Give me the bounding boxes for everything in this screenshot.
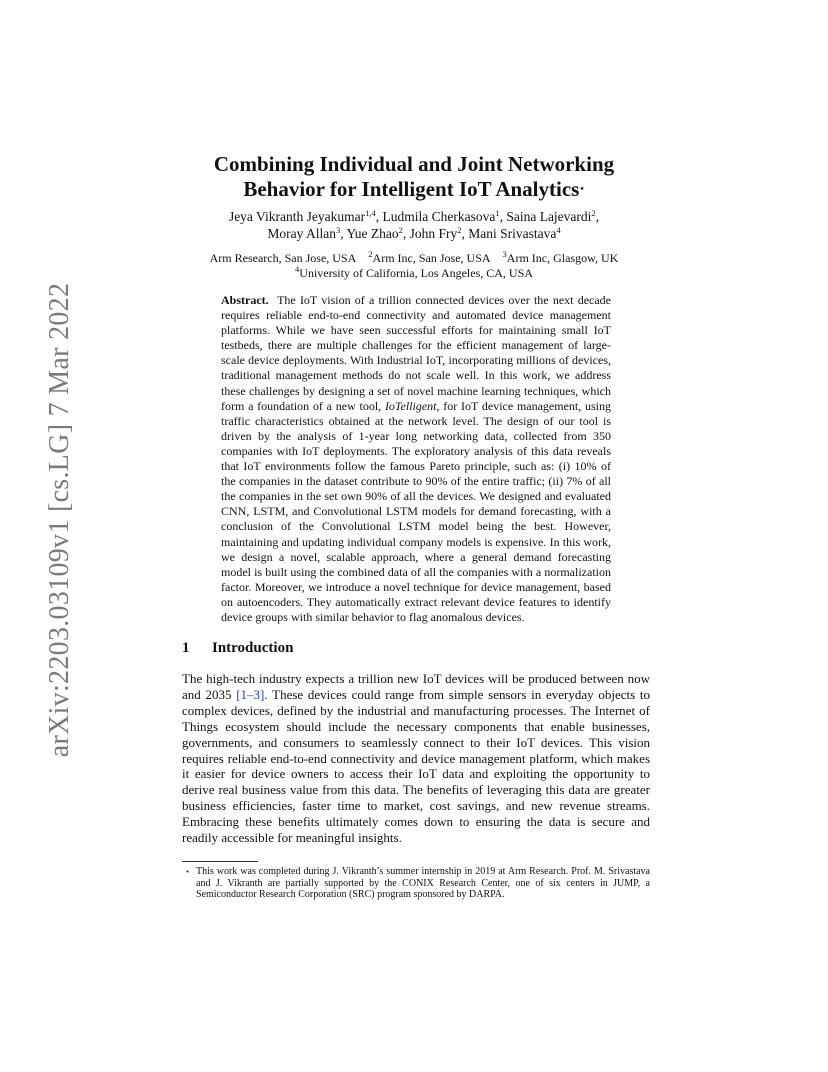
author-name: John Fry (409, 226, 458, 241)
affiliation-number: 4 (295, 264, 300, 274)
title-line-1: Combining Individual and Joint Networking (213, 152, 615, 176)
footnote (182, 866, 650, 901)
author-name: Ludmila Cherkasova (382, 209, 496, 224)
author-name: Mani Srivastava (468, 226, 557, 241)
author-affiliation: 4 (556, 225, 561, 235)
author-list (0, 208, 828, 242)
citation-link[interactable]: [1–3] (236, 686, 265, 702)
author-separator: , (402, 226, 410, 241)
intro-text-continued: . These devices could range from simple sensors in everyday objects to complex devices, defined by the industrial and manufacturing processes. The Internet of Things ecosystem should include the necessary components that enable businesses, governments, and consumers to seamlessly connect to their IoT devices. This vision requires reliable end-to-end connectivity and device management platform, which makes it easier for device owners to access their IoT data and exploiting the opportunity to derive real business value from this data. The benefits of leveraging this data are greater business efficiencies, faster time to market, cost savings, and new revenue streams. Embracing these benefits ultimately comes down to ensuring the data is secure and readily accessible for meaningful insights. (182, 686, 650, 846)
author-line-1 (0, 208, 828, 225)
author-affiliation: 1 (495, 208, 500, 218)
affiliation-3: Arm Inc, Glasgow, UK (506, 251, 619, 265)
abstract-label: Abstract. (221, 293, 269, 307)
title-line-2-text: Behavior for Intelligent IoT Analytics (243, 177, 580, 201)
section-title: Introduction (212, 640, 294, 656)
paper-title (0, 152, 828, 202)
abstract-text-continued: , for IoT device management, using traffic characteristics obtained at the network level. The design of our tool is driven by the analysis of 1-year long networking data, collected from 350 companies with IoT deployments. The exploratory analysis of this data reveals that IoT environments follow the famous Pareto principle, such as: (i) 10% of the companies in the dataset contribute to 90% of the entire traffic; (ii) 7% of all the companies in the set own 90% of all the devices. We designed and evaluated CNN, LSTM, and Convolutional LSTM models for demand forecasting, with a conclusion of the Convolutional LSTM model being the best. However, maintaining and updating individual company models is expensive. In this work, we design a novel, scalable approach, where a general demand forecasting model is built using the combined data of all the companies with a normalization factor. Moreover, we introduce a novel technique for device management, based on autoencoders. They automatically extract relevant device features to identify device groups with similar behavior to flag anomalous devices. (221, 398, 612, 624)
author-name: Saina Lajevardi (506, 209, 592, 224)
author-affiliation: 2 (398, 225, 403, 235)
footnote-text: This work was completed during J. Vikranth’s summer internship in 2019 at Arm Research. Prof. M. Srivastava and J. Vikranth are partially supported by the CONIX Research Center, one of six centers in JUMP, a Semiconductor Research Corporation (SRC) program sponsored by DARPA. (196, 866, 650, 900)
abstract-text: The IoT vision of a trillion connected devices over the next decade requires reliable end-to-end connectivity and automated device management platforms. While we have seen successful efforts for maintaining small IoT testbeds, there are multiple challenges for the efficient management of large-scale device deployments. With Industrial IoT, incorporating millions of devices, traditional management methods do not scale well. In this work, we address these challenges by designing a set of novel machine learning techniques, which form a foundation of a new tool, (221, 293, 611, 413)
author-affiliation: 1,4 (365, 208, 376, 218)
author-separator: , (461, 226, 469, 241)
affiliations (0, 251, 828, 281)
author-name: Jeya Vikranth Jeyakumar (228, 209, 366, 224)
footnote-mark: ⋆ (185, 867, 191, 876)
author-line-2 (0, 225, 828, 242)
author-separator: , (595, 209, 600, 224)
intro-text: The high-tech industry expects a trillion new IoT devices will be produced between now and 2035 (182, 671, 650, 702)
affiliation-4: University of California, Los Angeles, CA, USA (299, 266, 533, 280)
title-footnote-mark: ⋆ (579, 183, 585, 193)
tool-name: IoTelligent (384, 398, 437, 413)
section-heading (182, 640, 293, 657)
author-separator: , (499, 209, 507, 224)
author-affiliation: 2 (591, 208, 596, 218)
affiliation-number: 3 (502, 249, 507, 259)
author-separator: , (375, 209, 383, 224)
affiliation-2: Arm Inc, San Jose, USA (372, 251, 491, 265)
introduction-paragraph (182, 671, 650, 846)
author-separator: , (340, 226, 347, 241)
footnote-divider (182, 861, 258, 862)
author-name: Moray Allan (267, 226, 336, 241)
affiliation-line-2 (0, 266, 828, 281)
abstract (221, 293, 611, 625)
affiliation-line-1 (0, 251, 828, 266)
affiliation-number: 2 (368, 249, 373, 259)
arxiv-identifier: arXiv:2203.03109v1 [cs.LG] 7 Mar 2022 (44, 282, 75, 758)
section-number: 1 (182, 640, 190, 656)
affiliation-1: Arm Research, San Jose, USA (209, 251, 357, 265)
author-affiliation: 3 (336, 225, 341, 235)
author-name: Yue Zhao (346, 226, 399, 241)
author-affiliation: 2 (457, 225, 462, 235)
title-line-2 (0, 177, 828, 202)
